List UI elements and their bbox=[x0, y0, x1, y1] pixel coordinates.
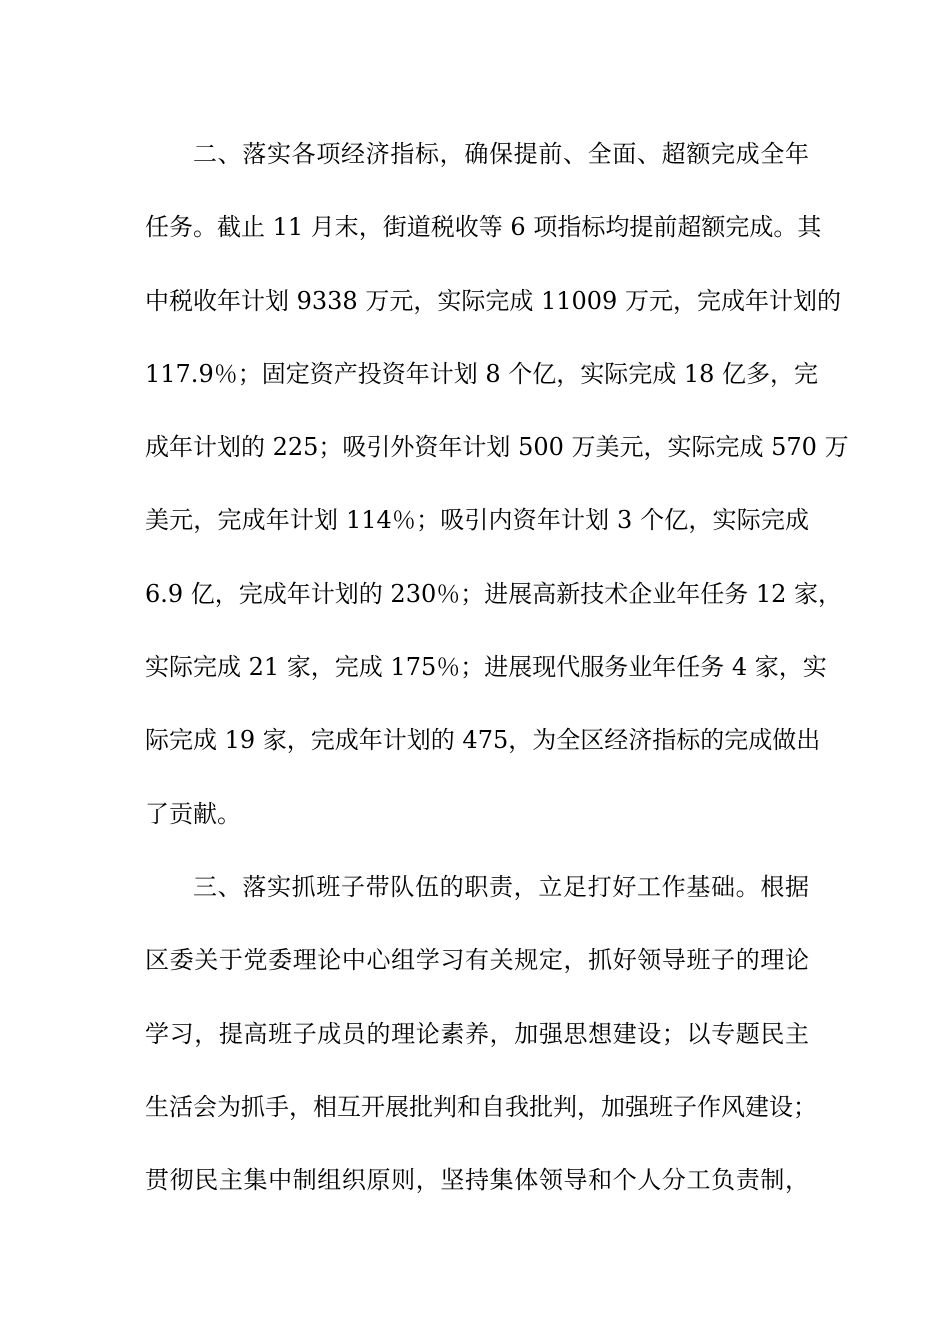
paragraph-2-line-10: 了贡献。 bbox=[145, 799, 241, 828]
paragraph-2-line-4: 117.9％；固定资产投资年计划 8 个亿，实际完成 18 亿多，完 bbox=[145, 359, 819, 388]
paragraph-2-line-1: 二、落实各项经济指标，确保提前、全面、超额完成全年 bbox=[193, 140, 809, 168]
paragraph-2-line-7: 6.9 亿，完成年计划的 230％；进展高新技术企业年任务 12 家， bbox=[145, 579, 843, 608]
paragraph-2-line-8: 实际完成 21 家，完成 175％；进展现代服务业年任务 4 家，实 bbox=[145, 653, 827, 682]
paragraph-3-line-5: 贯彻民主集中制组织原则，坚持集体领导和个人分工负责制， bbox=[145, 1166, 809, 1195]
paragraph-3-line-4: 生活会为抓手，相互开展批判和自我批判，加强班子作风建设； bbox=[145, 1092, 817, 1121]
paragraph-2-line-3: 中税收年计划 9338 万元，实际完成 11009 万元，完成年计划的 bbox=[145, 286, 841, 315]
paragraph-3-line-1: 三、落实抓班子带队伍的职责，立足打好工作基础。根据 bbox=[193, 872, 809, 901]
paragraph-2-line-9: 际完成 19 家，完成年计划的 475，为全区经济指标的完成做出 bbox=[145, 726, 821, 755]
paragraph-2-line-5: 成年计划的 225；吸引外资年计划 500 万美元，实际完成 570 万 bbox=[145, 433, 849, 462]
paragraph-2-line-2: 任务。截止 11 月末，街道税收等 6 项指标均提前超额完成。其 bbox=[145, 213, 822, 242]
document-body bbox=[145, 118, 849, 1217]
paragraph-3-line-2: 区委关于党委理论中心组学习有关规定，抓好领导班子的理论 bbox=[145, 946, 809, 975]
paragraph-2-line-6: 美元，完成年计划 114％；吸引内资年计划 3 个亿，实际完成 bbox=[145, 506, 809, 535]
paragraph-3-line-3: 学习，提高班子成员的理论素养，加强思想建设；以专题民主 bbox=[145, 1019, 809, 1048]
